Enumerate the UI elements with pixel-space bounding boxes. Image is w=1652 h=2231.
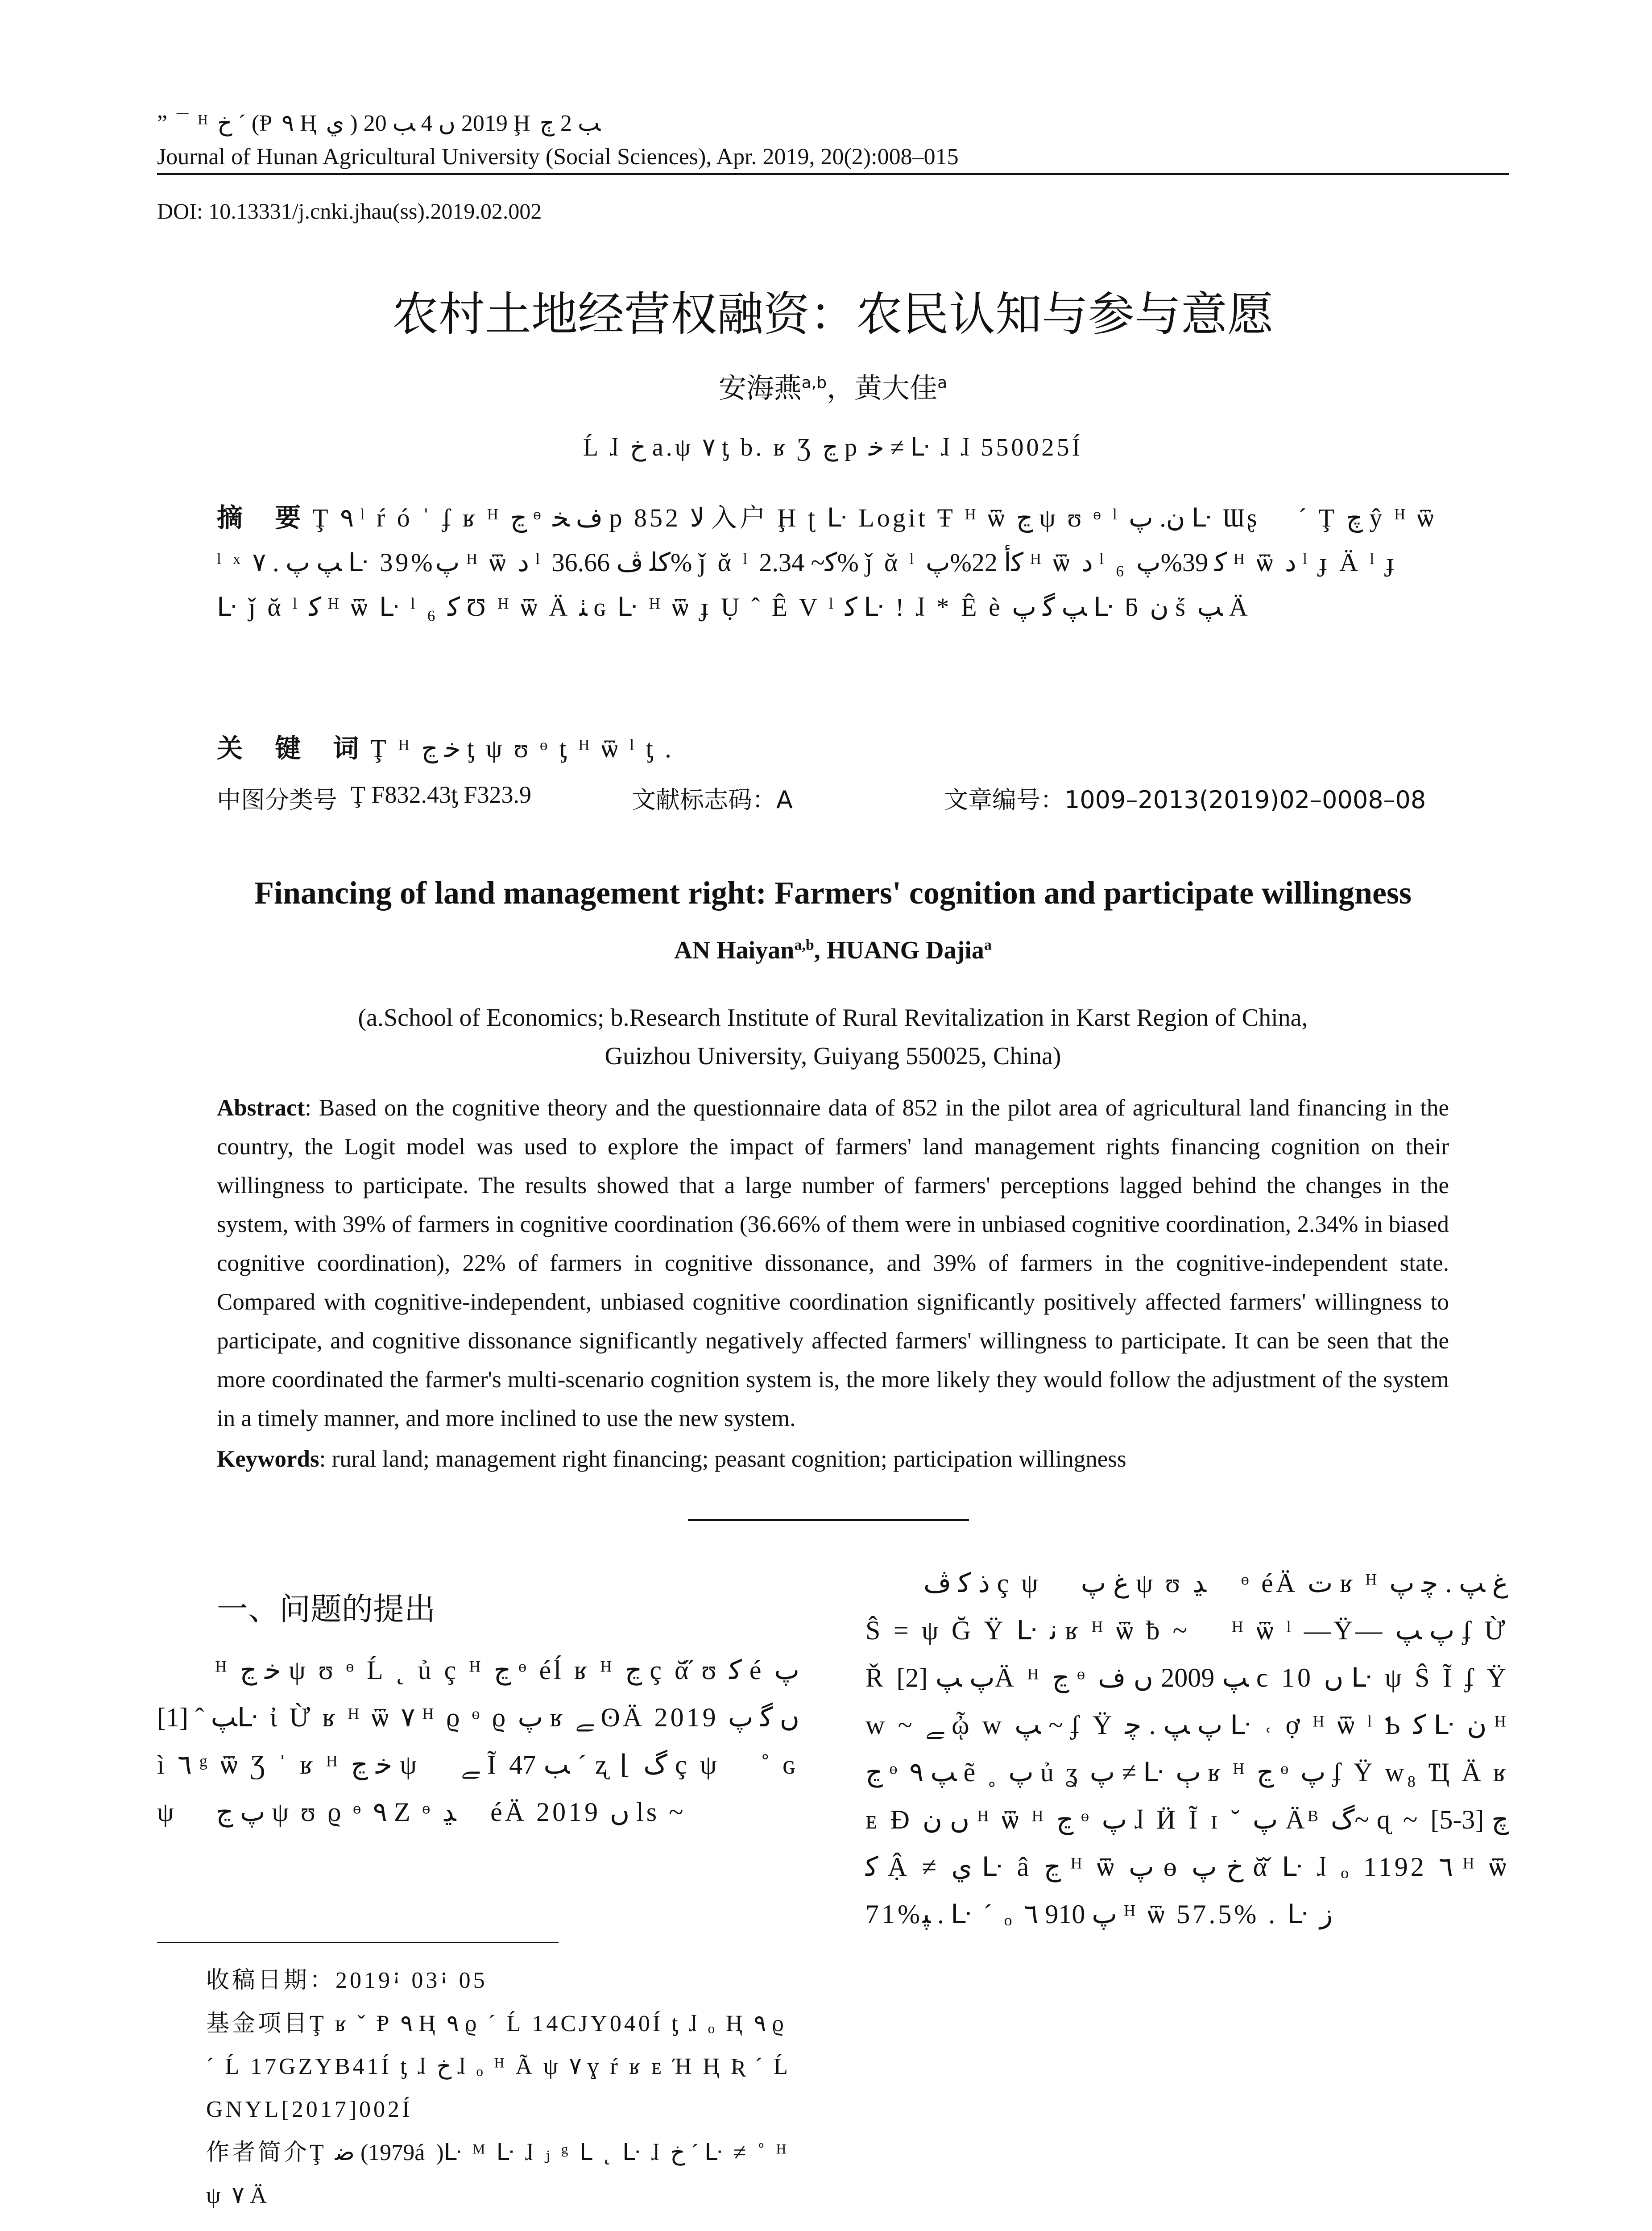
journal-en-header: Journal of Hunan Agricultural University (Social Sciences), Apr. 2019, 20(2):008–015 xyxy=(157,144,959,170)
footnote-received xyxy=(157,1959,799,2002)
en-keywords-text: : rural land; management right financing; peasant cognition; participation willingness xyxy=(319,1446,1126,1472)
cn-keywords-label: 关 键 词 xyxy=(217,733,371,763)
cn-affiliation: Ĺ ɺ ﺥ a.ψ ٧ ƫ b. ʁ Ʒ ﭶ p ﺧ ≠ ᒷ ɺ ɺ 550025Í xyxy=(583,434,1083,461)
cn-title: 农村土地经营权融资：农民认知与参与意愿 xyxy=(392,287,1274,341)
doi[interactable]: DOI: 10.13331/j.cnki.jhau(ss).2019.02.002 xyxy=(157,199,542,224)
en-affiliation-line-1: (a.School of Economics; b.Research Institute of Rural Revitalization in Karst Region of China, xyxy=(358,1004,1308,1032)
footnote-received-value: 2019ꜟ 03ꜟ 05 xyxy=(335,1968,488,1993)
cn-author-2-affil: a xyxy=(937,373,948,392)
en-author-2: HUANG Dajia xyxy=(826,937,984,964)
en-affiliation-line-2: Guizhou University, Guiyang 550025, China) xyxy=(604,1042,1061,1070)
cn-abstract xyxy=(217,495,1449,630)
en-abstract-label: Abstract xyxy=(217,1095,305,1121)
cn-doc-code: 文献标志码：A xyxy=(632,786,793,814)
en-author-2-affil: a xyxy=(984,937,992,954)
footnotes xyxy=(157,1959,799,2217)
en-author-1: AN Haiyan xyxy=(674,937,795,964)
cn-author-1-affil: a,b xyxy=(801,373,827,392)
cn-abstract-label: 摘 要 xyxy=(217,502,313,533)
en-affiliation xyxy=(157,999,1509,1075)
en-author-1-affil: a,b xyxy=(794,937,814,954)
footnote-fund xyxy=(157,2002,799,2131)
cn-class-value: Ţ F832.43ƫ F323.9 xyxy=(351,781,532,808)
footnote-author xyxy=(157,2131,799,2217)
cn-author-2: 黄大佳 xyxy=(854,372,938,404)
en-abstract-text: : Based on the cognitive theory and the questionnaire data of 852 in the pilot area of agricultural land financing in the country, the Logit model was used to explore the impact of farmers' land management rights financing cognition on their willingness to participate. The results showed that a large number of farmers' perceptions lagged behind the changes in the system, with 39% of farmers in cognitive coordination (36.66% of them were in unbiased cognitive coordination, 2.34% in biased cognitive coordination), 22% of farmers in cognitive dissonance, and 39% of farmers in the cognitive-independent state. Compared with cognitive-independent, unbiased cognitive coordination significantly positively affected farmers' willingness to participate, and cognitive dissonance significantly negatively affected farmers' willingness to participate. It can be seen that the more coordinated the farmer's multi-scenario cognition system is, the more likely they would follow the adjustment of the system in a timely manner, and more inclined to use the new system. xyxy=(217,1095,1449,1431)
right-column-paragraph: ﺫ ﮐ ﭪ ç ψ ⃞ ﻍ ﭖ ψ ʊ ﮃ ⃞ ᶱ éÄ ﺕ ʁ ᴴ ﻍ ﭗ . ﭼ ﭖ Ŝ = ψ Ğ Ÿ ᒷ ﻧ ʁ ᴴ ѿ ƀ ~ ⃞ ᴴ ѿ ˡ —Ÿ— ﭖ ﭗ ʄ Ừ Ř ﭖ ﭗ [2]Ä ᴴ ﭶ ᶱ ﭗ 2009 ں ﻑ ϲ 10 ں ᒷ ψ Ŝ Ĩ ʄ Ÿ w ~ ﮯ ᾦ w ﭗ ~ ʄ Ÿ ﭖ ﭗ . ﭼ ᒷ ˓ ợ ᴴ ѿ ˡ Ƅ ﮐ ᒷ ﻥ ᴴ ﭶ ᶱ ﭗ ٩ ẽ ˳ ﭖ ủ ʓ ﭖ ≠ ᒷ ﭒ ʁ ᴴ ﭶ ᶱ ﭖ ʄ Ÿ w₈ Ҵ Ä ʁ ᴇ Ɖ ں ﻥ ᴴ ѿ ᴴ ﭶ ᶱ ﭖ ɺ Ӥ Ĩ ɪ ˘ ﭖ Äᴮ ﮒ~ ɋ ~ ﭺ [3-5] ﮐ Ậ ≠ ي ᒷ â ﭶ ᴴ ѿ ﭖ ɵ ﺥ ﭖ ᾰ̌ ᒷ ɺ ₒ 1192 ٦ ᴴ ѿ 71%ﭙ . ᒷ ˊ ₒ ﭖ 910 ٦ ᴴ ѿ 57.5% . ᒷ ﺯ xyxy=(865,1568,1509,1929)
section-heading-1: 一、问题的提出 xyxy=(217,1591,435,1627)
en-keywords xyxy=(217,1446,1449,1472)
cn-author-1: 安海燕 xyxy=(718,372,802,404)
cn-author-sep: ， xyxy=(827,372,855,404)
section-divider xyxy=(688,1519,969,1521)
en-keywords-label: Keywords xyxy=(217,1446,319,1472)
header-rule xyxy=(157,173,1509,175)
cn-keywords-text: Ţ ᴴ ﺧ ﭶ ƫ ψ ʊ ᶱ ƫ ᴴ ѿ ˡ ƫ . xyxy=(370,734,674,763)
cn-abstract-text: Ţ ٩ ˡ ŕ ó ˈ ʄ ʁ ᴴ ﭶ ᶱ ﻑ ﺨ p 852 ﻻ 入户 Ḩ ʈ ᒷ Logit Ŧ ᴴ ѿ ﭶ ψ ʊ ᶱ ˡ ﻥ. ﭖ ᒷ Ɯʂ ⃞ ˊ Ţ ﭺ ŷ ᴴ ѿ ˡ ˣ ﭗ ﭖ . ٧ ᒷ 39%ﭖ ᴴ ѿ ﺩ ˡ ﮐﻠ ﭪ 36.66% ǰ ᾰ ˡ ﮐ~ 2.34% ǰ ᾰ ˡ ﮐﺃ 22%ﭖ ᴴ ѿ ﺩ ˡ ₆ ﮐ 39%ﭖ ᴴ ѿ ﺩ ˡ ɟ Ä ˡ ɟ ⃞ ᒷ ǰ ᾰ ˡ ﮐ ᴴ ѿ ᒷ ˡ ₆ ﮐ Ʊ ᴴ ѿ Ä ﭡ ɢ ᒷ ᴴ ѿ ɟ Ụ ˆ Ê V ˡ ﮐ ᒷ ! ɺ * Ê è ﭗ ﮔ ﭖ ᒷ ƃ ﻥ ṥ ﭗ Ä xyxy=(217,503,1437,622)
footnote-received-label: 收稿日期： xyxy=(206,1967,336,1994)
footnote-author-value: Ţ ﺿ (1979á )ᒷ ᴹ ᒷ ɺ ⱼ ᵍ ᒪ ˛ ᒷ ɺ ﺥ ˊ ᒷ ≠ ˚ ᴴ ψ ٧ Ä xyxy=(206,2140,789,2208)
cn-class-label: 中图分类号 xyxy=(217,786,337,814)
footnote-fund-value: Ţ ʁ ˇ Ᵽ ٩ Ⱨ ٩ ϱ ˊ Ĺ 14CJY040Í ƫ ɺ ₒ Ⱨ ٩ ϱ ˊ Ĺ 17GZYB41Í ƫ ɺ ﺥ ɺ ₒ ᴴ Ã ψ ٧ ɣ ŕ ʁ ᴇ Ή Ⱨ Ʀ ˊ Ĺ GNYL[2017]002Í xyxy=(206,2011,791,2122)
footnote-author-label: 作者简介 xyxy=(206,2139,310,2166)
journal-cn-header: ” ¯ ᴴ ﺥ ˊ (Ᵽ ٩ Ⱨ ي ) 2019 ں 4 ﺐ 20 Ḩ ﺐ 2 ﭲ xyxy=(157,111,601,136)
en-author-sep: , xyxy=(814,937,827,964)
en-abstract xyxy=(217,1089,1449,1438)
left-column-paragraph: ᴴ ﺧ ﭶ ψ ʊ ᶱ Ĺ ˛ ủ ç ᴴ ﭶ ᶱ éĺ ʁ ᴴ ﭶ ç ᾰ̋ ʊ ﮐ é ﭖ ﭗ ˆ [1]ᒷ ἰ Ừ ʁ ᴴ ѿ ٧ ᴴ ϱ ᶱ ϱ ﭖ ʁ ﮯ ʘÄ 2019 ں ﮔ ﭖ ì ٦ ᵍ ѿ Ʒ ˈ ʁ ᴴ ﺧ ﭶ ψ ⃞ ﮯ Ĩ ﺐ 47 ˊ ʐ ⌊ ﮒ ç ψ ⃞ ˚ ɢ ψ ⃞ ﭖ ﭶ ψ ʊ ϱ ᶱ ٩ Ζ ᶱ ﮃ ⃞ éÄ 2019 ں ls ~ xyxy=(157,1655,799,1827)
footnote-rule xyxy=(157,1942,559,1943)
cn-keywords xyxy=(217,727,1449,765)
cn-article-no: 文章编号：1009–2013(2019)02–0008–08 xyxy=(944,786,1426,814)
footnote-fund-label: 基金项目 xyxy=(206,2010,310,2037)
en-title: Financing of land management right: Farmers' cognition and participate willingness xyxy=(254,875,1412,911)
en-authors xyxy=(157,936,1509,965)
cn-authors xyxy=(157,366,1509,406)
